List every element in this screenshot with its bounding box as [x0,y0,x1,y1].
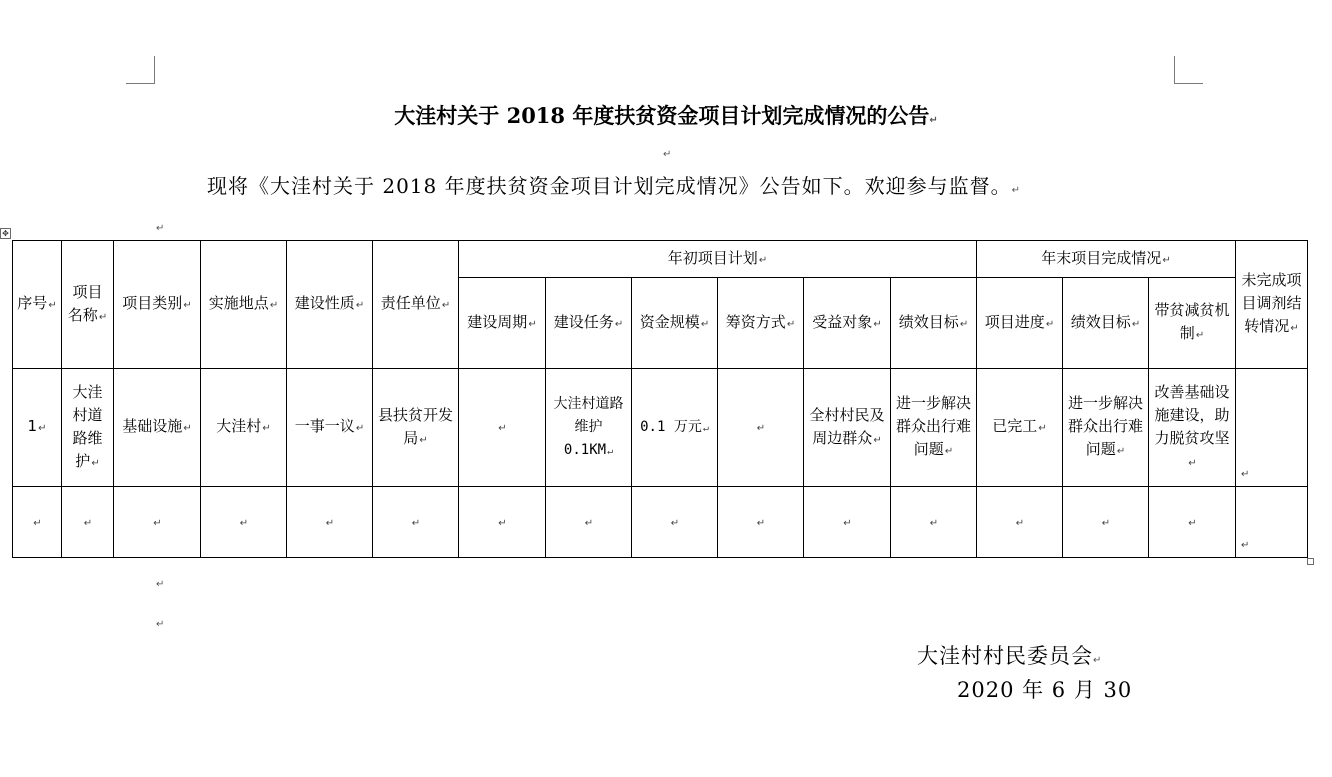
signature-committee: 大洼村村民委员会↵ [917,644,1103,668]
cell-done-goal: 进一步解决群众出行难问题↵ [1063,369,1149,487]
table-resize-handle[interactable] [1307,558,1314,565]
cell-period: ↵ [459,369,546,487]
empty-cell: ↵ [977,487,1063,558]
header-nature: 建设性质↵ [287,241,373,369]
cell-progress: 已完工↵ [977,369,1063,487]
header-group-done: 年末项目完成情况↵ [977,241,1236,278]
empty-cell: ↵ [804,487,891,558]
empty-paragraph-mark: ↵ [663,149,672,160]
header-project-name: 项目名称↵ [62,241,114,369]
header-category: 项目类别↵ [114,241,201,369]
crop-mark-top-left-horizontal [126,83,155,84]
empty-cell: ↵ [114,487,201,558]
cell-mechanism: 改善基础设施建设，助力脱贫攻坚↵ [1149,369,1236,487]
empty-cell: ↵ [1149,487,1236,558]
cell-category: 基础设施↵ [114,369,201,487]
intro-paragraph: 现将《大洼村关于 2018 年度扶贫资金项目计划完成情况》公告如下。欢迎参与监督。↵ [207,174,1022,198]
empty-cell: ↵ [62,487,114,558]
empty-cell: ↵ [891,487,977,558]
cell-unit: 县扶贫开发局↵ [373,369,459,487]
empty-cell: ↵ [1063,487,1149,558]
cell-beneficiary: 全村村民及周边群众↵ [804,369,891,487]
table-row [13,369,1308,487]
cell-fund: 0.1 万元↵ [632,369,718,487]
empty-cell: ↵ [718,487,804,558]
cell-location: 大洼村↵ [201,369,287,487]
cell-funding-method: ↵ [718,369,804,487]
header-unfinished: 未完成项目调剂结转情况↵ [1236,241,1308,369]
empty-cell: ↵ [13,487,62,558]
cell-task: 大洼村道路维护 0.1KM↵ [546,369,632,487]
crop-mark-top-right-horizontal [1174,83,1203,84]
header-index: 序号↵ [13,241,62,369]
header-fund: 资金规模↵ [632,278,718,369]
signature-date: 2020 年 6 月 30 [957,678,1133,702]
crop-mark-top-right-vertical [1174,56,1175,84]
empty-paragraph-mark: ↵ [156,223,165,234]
header-period: 建设周期↵ [459,278,546,369]
cell-index: 1↵ [13,369,62,487]
document-title: 大洼村关于 2018 年度扶贫资金项目计划完成情况的公告↵ [394,103,938,128]
empty-cell: ↵ [546,487,632,558]
empty-cell: ↵ [459,487,546,558]
table-header-row [13,241,1308,278]
cell-project-name: 大洼村道路维护↵ [62,369,114,487]
empty-cell: ↵ [287,487,373,558]
header-performance-goal: 绩效目标↵ [891,278,977,369]
empty-paragraph-mark: ↵ [156,579,165,590]
empty-paragraph-mark: ↵ [156,619,165,630]
header-task: 建设任务↵ [546,278,632,369]
header-location: 实施地点↵ [201,241,287,369]
header-progress: 项目进度↵ [977,278,1063,369]
header-funding-method: 筹资方式↵ [718,278,804,369]
empty-cell: ↵ [373,487,459,558]
table-row [13,487,1308,558]
header-beneficiary: 受益对象↵ [804,278,891,369]
table-move-handle-icon[interactable]: ✥ [0,228,11,239]
header-done-goal: 绩效目标↵ [1063,278,1149,369]
cell-unfinished: ↵ [1236,369,1308,487]
header-group-plan: 年初项目计划↵ [459,241,977,278]
cell-performance-goal: 进一步解决群众出行难问题↵ [891,369,977,487]
empty-cell: ↵ [201,487,287,558]
cell-nature: 一事一议↵ [287,369,373,487]
header-unit: 责任单位↵ [373,241,459,369]
project-plan-table [12,240,1308,558]
header-mechanism: 带贫减贫机制↵ [1149,278,1236,369]
empty-cell: ↵ [632,487,718,558]
crop-mark-top-left-vertical [154,56,155,84]
empty-cell: ↵ [1236,487,1308,558]
